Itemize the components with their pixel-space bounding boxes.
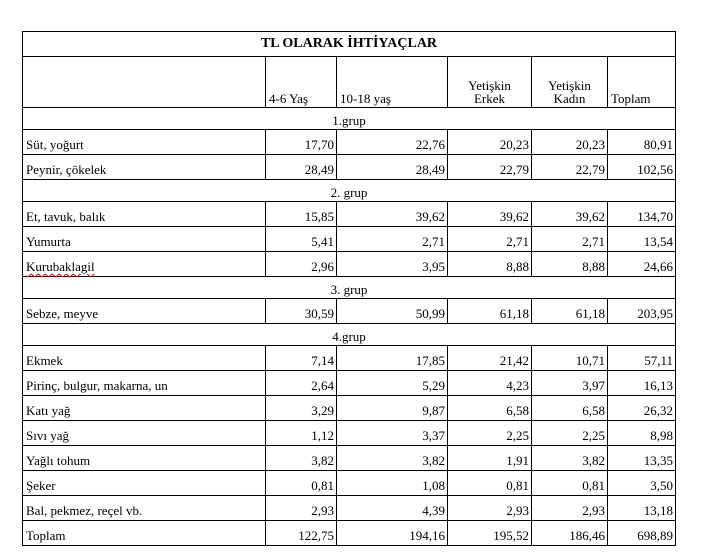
row-value: 80,91 [608,130,676,155]
row-label: Ekmek [23,346,266,371]
row-value: 57,11 [608,346,676,371]
row-label: Peynir, çökelek [23,155,266,180]
row-value: 0,81 [448,471,532,496]
table-row [23,227,676,252]
row-value: 20,23 [448,130,532,155]
table-title: TL OLARAK İHTİYAÇLAR [23,32,676,57]
table-row [23,421,676,446]
header-row [23,57,676,108]
row-value: 9,87 [337,396,448,421]
title-row [23,32,676,57]
group-row [23,277,676,299]
row-label: Et, tavuk, balık [23,202,266,227]
row-value: 13,18 [608,496,676,521]
row-value: 0,81 [532,471,608,496]
row-value: 2,71 [448,227,532,252]
table-row [23,446,676,471]
row-value: 61,18 [448,299,532,324]
row-value: 195,52 [448,521,532,546]
row-value: 4,23 [448,371,532,396]
total-row [23,521,676,546]
row-value: 8,88 [532,252,608,277]
row-value: 2,25 [448,421,532,446]
row-value: 28,49 [266,155,337,180]
row-value: 2,64 [266,371,337,396]
group-row [23,108,676,130]
row-value: 3,95 [337,252,448,277]
row-value: 3,50 [608,471,676,496]
row-value: 22,79 [532,155,608,180]
row-value: 203,95 [608,299,676,324]
row-value: 39,62 [532,202,608,227]
group-label: 3. grup [23,277,676,299]
table-row [23,252,676,277]
table-row [23,130,676,155]
row-value: 1,12 [266,421,337,446]
row-label [23,252,266,277]
table-row [23,371,676,396]
row-label: Bal, pekmez, reçel vb. [23,496,266,521]
row-label: Süt, yoğurt [23,130,266,155]
header-adult-female: Yetişkin Kadın [532,57,608,108]
row-value: 22,79 [448,155,532,180]
row-value: 21,42 [448,346,532,371]
row-value: 50,99 [337,299,448,324]
row-value: 24,66 [608,252,676,277]
row-value: 5,41 [266,227,337,252]
table-row [23,155,676,180]
row-value: 2,71 [532,227,608,252]
row-value: 2,93 [532,496,608,521]
group-row [23,180,676,202]
row-value: 1,91 [448,446,532,471]
row-value: 0,81 [266,471,337,496]
row-value: 13,35 [608,446,676,471]
row-value: 1,08 [337,471,448,496]
row-value: 6,58 [448,396,532,421]
row-value: 698,89 [608,521,676,546]
row-value: 102,56 [608,155,676,180]
needs-table [22,31,676,546]
row-label: Sıvı yağ [23,421,266,446]
row-label: Şeker [23,471,266,496]
row-label: Toplam [23,521,266,546]
row-value: 28,49 [337,155,448,180]
row-value: 2,25 [532,421,608,446]
table-row [23,299,676,324]
group-label: 2. grup [23,180,676,202]
row-value: 2,93 [448,496,532,521]
row-value: 194,16 [337,521,448,546]
row-value: 186,46 [532,521,608,546]
row-value: 8,98 [608,421,676,446]
row-value: 122,75 [266,521,337,546]
header-adult-male: Yetişkin Erkek [448,57,532,108]
row-value: 2,93 [266,496,337,521]
row-value: 22,76 [337,130,448,155]
row-label: Pirinç, bulgur, makarna, un [23,371,266,396]
row-value: 17,70 [266,130,337,155]
row-value: 3,82 [266,446,337,471]
header-empty [23,57,266,108]
row-value: 2,96 [266,252,337,277]
header-4-6: 4-6 Yaş [266,57,337,108]
table-row [23,396,676,421]
row-value: 8,88 [448,252,532,277]
row-value: 39,62 [337,202,448,227]
row-value: 10,71 [532,346,608,371]
row-value: 16,13 [608,371,676,396]
group-row [23,324,676,346]
row-value: 134,70 [608,202,676,227]
row-label: Yağlı tohum [23,446,266,471]
table-row [23,346,676,371]
row-value: 61,18 [532,299,608,324]
row-value: 3,82 [337,446,448,471]
group-label: 4.grup [23,324,676,346]
row-value: 7,14 [266,346,337,371]
table-row [23,471,676,496]
row-value: 4,39 [337,496,448,521]
row-value: 3,97 [532,371,608,396]
header-10-18: 10-18 yaş [337,57,448,108]
spellcheck-underline: Kurubaklagil [26,259,95,274]
row-value: 13,54 [608,227,676,252]
row-value: 15,85 [266,202,337,227]
row-value: 3,29 [266,396,337,421]
row-label: Katı yağ [23,396,266,421]
row-value: 20,23 [532,130,608,155]
row-value: 2,71 [337,227,448,252]
row-value: 5,29 [337,371,448,396]
row-label: Yumurta [23,227,266,252]
row-value: 3,37 [337,421,448,446]
row-value: 17,85 [337,346,448,371]
row-value: 30,59 [266,299,337,324]
row-value: 26,32 [608,396,676,421]
row-value: 39,62 [448,202,532,227]
row-label: Sebze, meyve [23,299,266,324]
group-label: 1.grup [23,108,676,130]
row-value: 6,58 [532,396,608,421]
row-value: 3,82 [532,446,608,471]
table-row [23,202,676,227]
header-total: Toplam [608,57,676,108]
table-row [23,496,676,521]
